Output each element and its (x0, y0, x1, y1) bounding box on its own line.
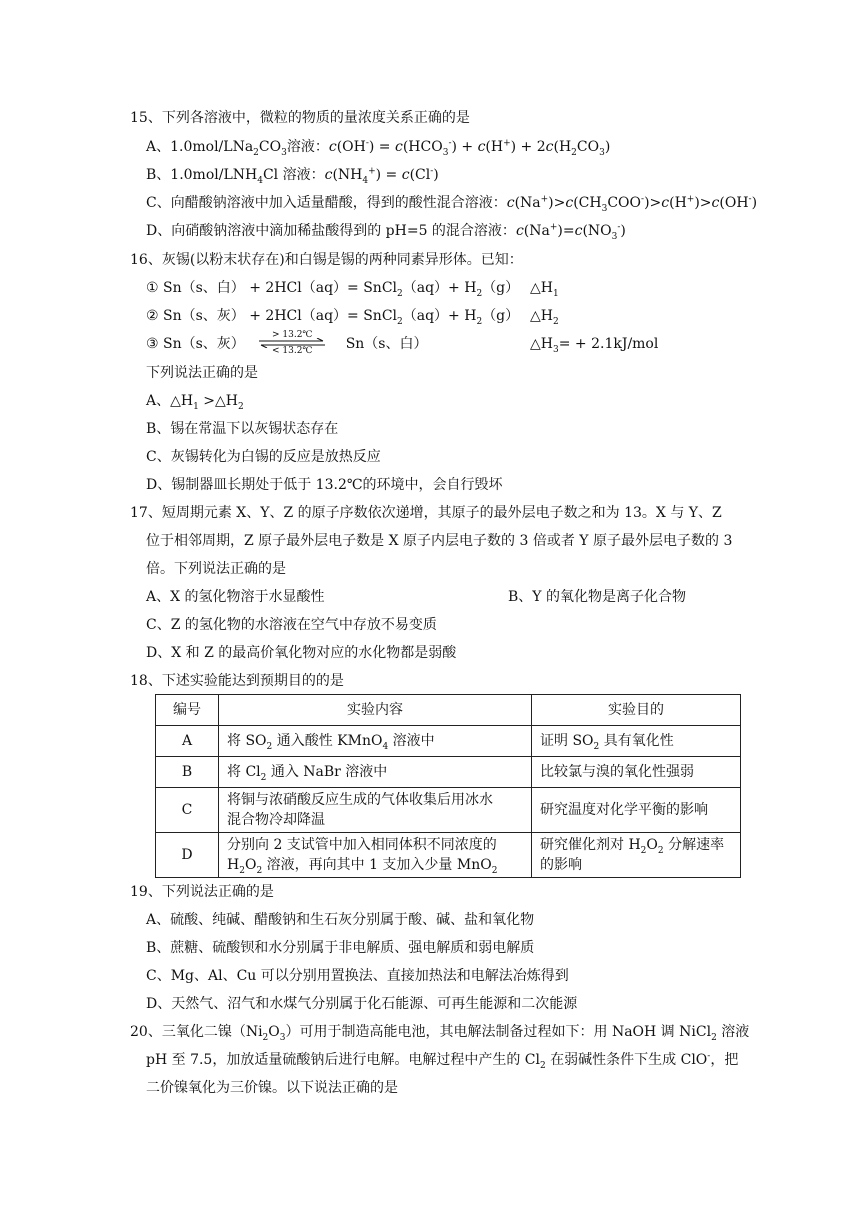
q19-option-d: D、天然气、沼气和水煤气分别属于化石能源、可再生能源和二次能源 (146, 996, 578, 1012)
q19-option-b: B、蔗糖、硫酸钡和水分别属于非电解质、强电解质和弱电解质 (146, 940, 535, 956)
table-header-row (156, 695, 741, 726)
q16-dh1: $\triangle H_1$ (530, 280, 559, 299)
q20-stem-line2: pH 至 7.5，加放适量硫酸钠后进行电解。电解过程中产生的 $Cl_2$ 在弱碱性条件下生成 ClO-，把 (146, 1051, 739, 1071)
table-row: B 将 $Cl_2$ 通入 NaBr 溶液中 比较氯与溴的氧化性强弱 (156, 757, 741, 788)
q16-reaction-3: ③ Sn（s、灰） > 13.2℃ < 13.2℃ Sn（s、白） $\triangle H_3= + 2.1kJ/mol$ (146, 330, 659, 356)
q18-stem: 18、下述实验能达到预期目的的是 (130, 673, 344, 689)
header-content: 实验内容 (219, 695, 532, 726)
table-row: D 分别向 2 支试管中加入相同体积不同浓度的 $H_2O_2$ 溶液，再向其中 1 支加入少量 MnO$_2$ 研究催化剂对 $H_2O_2$ 分解速率 的影响 (156, 833, 741, 878)
q17-stem-line1: 17、短周期元素 X、Y、Z 的原子序数依次递增，其原子的最外层电子数之和为 13。X 与 Y、Z (130, 505, 722, 521)
q16-dh3: $\triangle H_3= + 2.1kJ/mol$ (530, 336, 659, 355)
experiment-table (155, 694, 741, 878)
equilibrium-arrow-icon: > 13.2℃ < 13.2℃ (257, 334, 327, 354)
q15-option-c: C、向醋酸钠溶液中加入适量醋酸，得到的酸性混合溶液：$c(Na^+)>c(CH_3COO^-)>c(H^+)>c(OH^-)$ (146, 194, 758, 214)
table-row: C 将铜与浓硝酸反应生成的气体收集后用冰水 混合物冷却降温 研究温度对化学平衡的影响 (156, 788, 741, 833)
q15-option-a: A、$1.0mol/LNa_2CO_3$溶液：$c(OH^-) = c(HCO_3^-) + c(H^+) + 2c(H_2CO_3)$ (146, 138, 611, 158)
q17-stem-line2: 位于相邻周期，Z 原子最外层电子数是 X 原子内层电子数的 3 倍或者 Y 原子最外层电子数的 3 (146, 533, 733, 549)
q16-ask: 下列说法正确的是 (146, 365, 258, 381)
q15-option-d: D、向硝酸钠溶液中滴加稀盐酸得到的 pH=5 的混合溶液：$c(Na^+)=c(NO_3^-)$ (146, 222, 626, 242)
q19-option-c: C、Mg、Al、Cu 可以分别用置换法、直接加热法和电解法冶炼得到 (146, 968, 569, 984)
q20-stem-line3: 二价镍氧化为三价镍。以下说法正确的是 (146, 1080, 398, 1096)
q17-option-a: A、X 的氢化物溶于水显酸性 (146, 589, 325, 605)
q19-option-a: A、硫酸、纯碱、醋酸钠和生石灰分别属于酸、碱、盐和氧化物 (146, 912, 535, 928)
header-purpose: 实验目的 (532, 695, 741, 726)
q16-option-b: B、锡在常温下以灰锡状态存在 (146, 421, 339, 437)
table-row: A 将 $SO_2$ 通入酸性 KMnO$_4$ 溶液中 证明 $SO_2$ 具有氧化性 (156, 726, 741, 757)
q16-reaction-1: ① Sn（s、白） + 2HCl（aq）= SnCl$_2$（aq）+ $H_2(g)$ $\triangle H_1$ (146, 280, 559, 299)
q16-reaction-2: ② Sn（s、灰） + 2HCl（aq）= SnCl$_2$（aq）+ $H_2(g)$ $\triangle H_2$ (146, 308, 559, 327)
header-number: 编号 (156, 695, 219, 726)
q19-stem: 19、下列说法正确的是 (130, 884, 274, 900)
q15-option-b: B、$1.0mol/LNH_4Cl$ 溶液：$c(NH_4^+) = c(Cl^-)$ (146, 166, 439, 186)
q16-stem: 16、灰锡(以粉末状存在)和白锡是锡的两种同素异形体。已知： (130, 252, 523, 268)
q16-option-a: A、$\triangle H_1$ $>\triangle H_2$ (146, 393, 244, 412)
q17-option-d: D、X 和 Z 的最高价氧化物对应的水化物都是弱酸 (146, 645, 457, 661)
q16-dh2: $\triangle H_2$ (530, 308, 559, 327)
q17-option-b: B、Y 的氧化物是离子化合物 (508, 589, 686, 605)
q16-option-d: D、锡制器皿长期处于低于 13.2℃的环境中，会自行毁坏 (146, 477, 503, 493)
q20-stem-line1: 20、三氧化二镍$(Ni_2O_3)$可用于制造高能电池，其电解法制备过程如下：用 NaOH 调 NiCl$_2$ 溶液 (130, 1024, 750, 1043)
q15-stem: 15、下列各溶液中，微粒的物质的量浓度关系正确的是 (130, 110, 470, 126)
q16-option-c: C、灰锡转化为白锡的反应是放热反应 (146, 449, 381, 465)
q17-option-c: C、Z 的氢化物的水溶液在空气中存放不易变质 (146, 617, 437, 633)
q17-stem-line3: 倍。下列说法正确的是 (146, 561, 286, 577)
